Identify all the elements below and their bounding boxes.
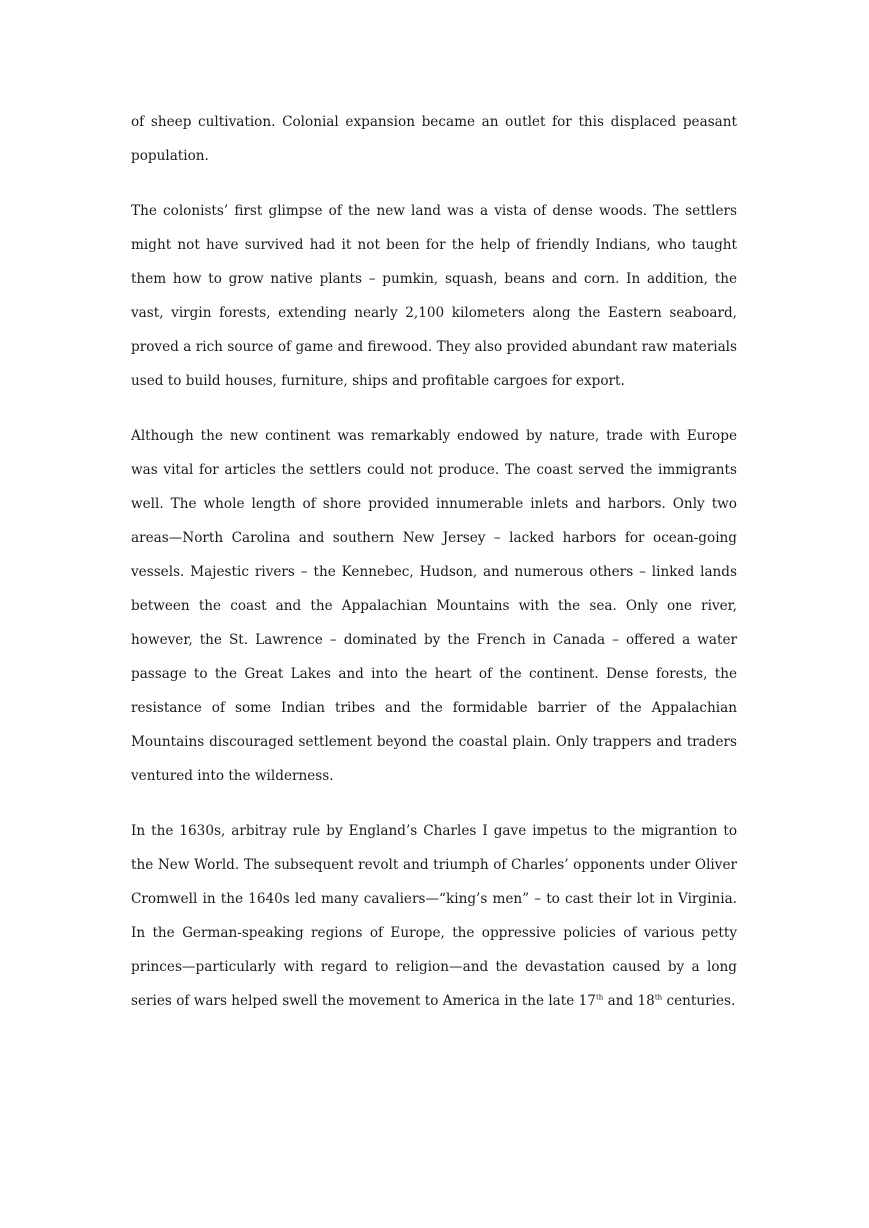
paragraph-4-tail: centuries. — [666, 993, 736, 1009]
paragraph-3: Although the new continent was remarkably endowed by nature, trade with Europe was vital for articles the settlers could not produce. The coast served the immigrants well. The whole length of shore provided innumerable inlets and harbors. Only two areas—North Carolina and southern New Jersey – lacked harbors for ocean-going vessels. Majestic rivers – the Kennebec, Hudson, and numerous others – linked lands between the coast and the Appalachian Mountains with the sea. Only one river, however, the St. Lawrence – dominated by the French in Canada – offered a water passage to the Great Lakes and into the heart of the continent. Dense forests, the resistance of some Indian tribes and the formidable barrier of the Appalachian Mountains discouraged settlement beyond the coastal plain. Only trappers and traders ventured into the wilderness. — [131, 428, 737, 784]
ordinal-17-number: 17 — [578, 993, 596, 1009]
document-body — [131, 105, 737, 1039]
ordinal-connector: and — [607, 993, 634, 1009]
paragraph-1: of sheep cultivation. Colonial expansion became an outlet for this displaced peasant population. — [131, 114, 737, 164]
ordinal-17-suffix: th — [595, 993, 604, 1002]
paragraph-4 — [131, 814, 737, 1018]
paragraph-4-body: In the 1630s, arbitray rule by England’s Charles I gave impetus to the migrantion to the New World. The subsequent revolt and triumph of Charles’ opponents under Oliver Cromwell in the 1640s led many cavaliers—“king’s men” – to cast their lot in Virginia. In the German-speaking regions of Europe, the oppressive policies of various petty princes—particularly with regard to religion—and the devastation caused by a long series of wars helped swell the movement to America in the late — [131, 823, 737, 1009]
ordinal-18-number: 18 — [637, 993, 655, 1009]
paragraph-2: The colonists’ first glimpse of the new land was a vista of dense woods. The settlers might not have survived had it not been for the help of friendly Indians, who taught them how to grow native plants – pumkin, squash, beans and corn. In addition, the vast, virgin forests, extending nearly 2,100 kilometers along the Eastern seaboard, proved a rich source of game and firewood. They also provided abundant raw materials used to build houses, furniture, ships and profitable cargoes for export. — [131, 203, 737, 389]
ordinal-18-suffix: th — [654, 993, 663, 1002]
